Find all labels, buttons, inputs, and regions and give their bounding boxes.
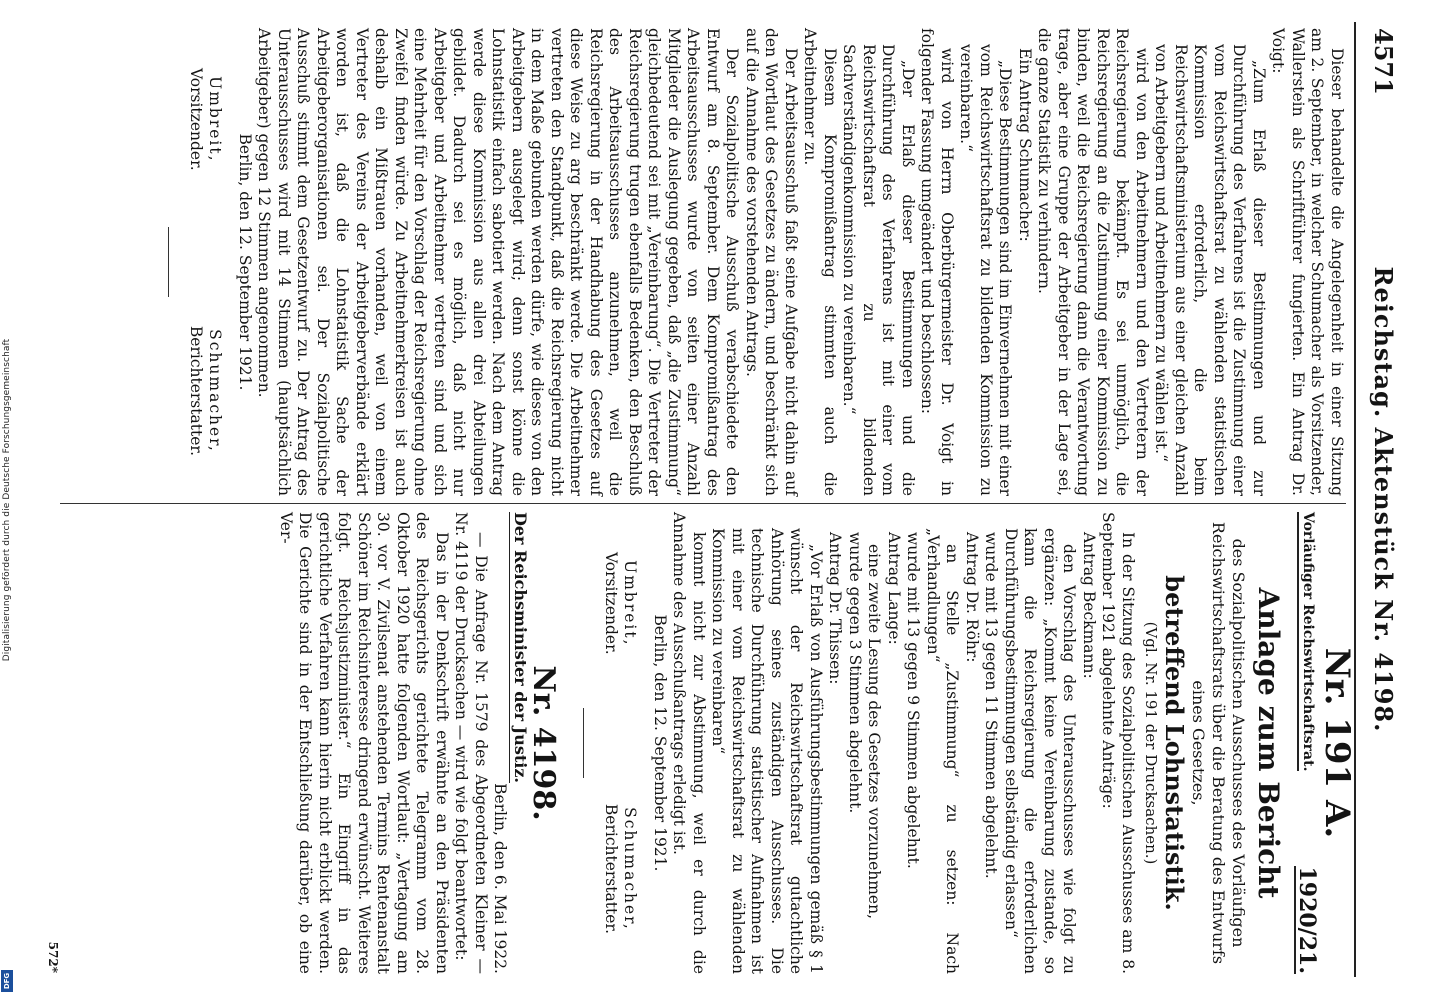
document-number: Nr. 191 A.: [1317, 647, 1357, 839]
document-number-2: Nr. 4198.: [526, 665, 562, 821]
quoted-motion: an Stelle „Zustimmung“ zu setzen: Nach „Verhandlungen“: [924, 528, 962, 974]
session-year: 1920/21.: [1294, 866, 1320, 974]
vote-result: wurde gegen 3 Stimmen abgelehnt.: [846, 532, 864, 814]
signature-rapporteur: Schumacher, Berichterstatter.: [187, 325, 225, 456]
motion-title: Antrag Dr. Röhr:: [963, 532, 981, 663]
paragraph: Dieser behandelte die Angelegenheit in einer Sitzung am 2. September, in welcher Schumacher als Vorsitzender, Wallerstein als Schriftführer fungierten. Ein Antrag Dr. Voigt:: [1269, 28, 1346, 496]
page-number: 4571: [1369, 28, 1398, 95]
paragraph: Ein Antrag Schumacher:: [1016, 48, 1034, 242]
date-line: Berlin, den 12. September 1921.: [236, 133, 254, 391]
paragraph: Der Arbeitsausschuß faßt seine Aufgabe nicht dahin auf den Wortlaut des Gesetzes zu ändern, und beschränkt sich auf die Annahme des vorstehenden Antrags.: [743, 28, 800, 496]
signature-chair: Umbreit, Vorsitzender.: [187, 68, 225, 171]
paragraph: Diesem Kompromißantrag stimmten auch die Arbeitnehmer zu.: [801, 28, 839, 496]
signature-chair: Umbreit, Vorsitzender.: [602, 552, 640, 655]
credit-strip: [0, 0, 14, 1000]
page-content: [40, 22, 1400, 977]
motion-title: Antrag Beckmann:: [1080, 532, 1098, 679]
date-line: Berlin, den 12. September 1921.: [651, 614, 669, 872]
column-divider: [60, 503, 1346, 504]
signatures: [186, 68, 225, 456]
date-line: Berlin, den 6. Mai 1922.: [491, 783, 510, 974]
running-title: Reichstag. Aktenstück Nr. 4198.: [1369, 266, 1398, 733]
separator-rule: [169, 227, 170, 297]
publisher-label: Vorläufiger Reichswirtschaftsrat.: [1297, 512, 1316, 771]
annex-title: Anlage zum Bericht: [1252, 587, 1285, 899]
paragraph: wird von den Arbeitnehmern und den Vertretern der Reichsregierung bekämpft. Es sei unmöglich, die Reichsregierung an die Zustimmung einer Kommission zu binden, weil die Reichsregierung dann die Verantwortung trage, aber eine Gruppe der Arbeitgeber in der Lage sei, die ganze Statistik zu verhindern.: [1035, 28, 1151, 496]
quoted-motion: „Diese Bestimmungen sind im Einvernehmen mit einer vom Reichswirtschaftsrat zu bildenden Kommission zu vereinbaren.“: [957, 44, 1015, 496]
signature-rapporteur: Schumacher, Berichterstatter.: [602, 803, 640, 934]
quoted-motion: „Vor Erlaß von Ausführungsbestimmungen gemäß § 1 wünscht der Reichswirtschaftsrat gutachtliche Anhörung seines zuständigen Ausschusses. Die technische Durchführung statistischer Aufnahmen ist mit einer vom Reichswirtschaftsrat zu wählenden Kommission zu vereinbaren“: [709, 528, 825, 974]
section-header: [1286, 512, 1357, 974]
paragraph: In der Sitzung des Sozialpolitischen Ausschusses am 8. September 1921 abgelehnte Anträge:: [1099, 512, 1137, 974]
quoted-motion: den Vorschlag des Unterausschusses wie folgt zu ergänzen: „Kommt keine Vereinbarung zustande, so kann die Reichsregierung die erforderlichen Durchführungsbestimmungen selbständig erlassen“: [1002, 528, 1079, 974]
vote-result: wurde mit 13 gegen 11 Stimmen abgelehnt.: [982, 532, 1001, 879]
motion-title: Antrag Lange:: [885, 532, 903, 645]
annex-subtitle: des Sozialpolitischen Ausschusses des Vorläufigen Reichswirtschaftsrats über die Beratung des Entwurfs eines Gesetzes,: [1189, 521, 1248, 965]
page-header: [1354, 22, 1400, 977]
scanned-page: [20, 22, 1400, 992]
right-column: [56, 512, 1357, 974]
paragraph: Der Sozialpolitische Ausschuß verabschiedete den Entwurf am 8. September. Dem Kompromißantrag des Arbeitsausschusses wurde von seiten einer Anzahl Mitglieder die Auslegung gegeben, daß „die Zustimmung“ gleichbedeutend sei mit „Vereinbarung“. Die Vertreter der Reichsregierung trugen ebenfalls Bedenken, den Beschluß des Arbeitsausschusses anzunehmen, weil die Reichsregierung in der Handhabung des Gesetzes auf diese Weise zu arg beschränkt werde. Die Arbeitnehmer vertreten den Standpunkt, daß die Reichsregierung nicht in dem Maße gebunden werden dürfe, wie dieses von den Arbeitgebern ausgelegt wird; denn sonst könne die Lohnstatistik einfach sabotiert werden. Nach dem Antrag werde diese Kommission aus allen drei Abteilungen gebildet. Dadurch sei es möglich, daß nicht nur Arbeitgeber und Arbeitnehmer vertreten sind und sich eine Mehrheit für den Vorschlag der Reichsregierung ohne Zweifel finden würde. Zu Arbeitnehmerkreisen ist auch deshalb ein Mißtrauen vorhanden, weil von einem Vertreter des Vereins der Arbeitgeberverbände erklärt worden ist, daß die Lohnstatistik Sache der Arbeitgeberorganisationen sei. Der Sozialpolitische Ausschuß stimmt dem Gesetzentwurf zu. Der Antrag des Unterausschusses wird mit 14 Stimmen (hauptsächlich Arbeitgeber) gegen 12 Stimmen angenommen.: [255, 28, 742, 496]
reference-note: (Vgl. Nr. 191 der Drucksachen.): [1142, 621, 1161, 865]
left-column: [56, 28, 1346, 496]
paragraph: Das in der Denkschrift erwähnte an den Präsidenten des Reichsgerichts gerichtete Telegramm vom 28. Oktober 1920 hatte folgenden Wortlaut: „Vertagung am 30. vor V. Zivilsenat anstehenden Termins Rentenanstalt Schöner im Reichsinteresse dringend erwünscht. Weiteres folgt. Reichsjustizminister.“ Ein Eingriff in das gerichtliche Verfahren kann hierin nicht erblickt werden. Die Gerichte sind in der Entschließung darüber, ob eine Ver-: [277, 512, 451, 974]
paragraph: — Die Anfrage Nr. 1579 des Abgeordneten Kleiner — Nr. 4119 der Drucksachen — wird wie folgt beantwortet:: [452, 512, 490, 974]
separator-rule: [584, 708, 585, 778]
annex-topic: betreffend Lohnstatistik.: [1160, 575, 1189, 911]
signatures: [601, 552, 640, 934]
quoted-motion: eine zweite Lesung des Gesetzes vorzunehmen,: [865, 544, 884, 920]
quoted-motion: „Der Erlaß dieser Bestimmungen und die Durchführung des Verfahrens ist mit einer vom Reichswirtschaftsrat zu bildenden Sachverständigenkommission zu vereinbaren.“: [840, 44, 917, 496]
credit-text: Digitalisierung gefördert durch die Deutsche Forschungsgemeinschaft: [2, 338, 12, 662]
quoted-motion: „Zum Erlaß dieser Bestimmungen und zur Durchführung des Verfahrens ist die Zustimmung einer vom Reichswirtschaftsrat zu wählenden statistischen Kommission erforderlich, die beim Reichswirtschaftsministerium aus einer gleichen Anzahl von Arbeitgebern und Arbeitnehmern zu wählen ist.“: [1152, 44, 1268, 496]
page-footer-mark: 572*: [46, 941, 60, 973]
dfg-logo: DFG: [1, 970, 13, 992]
vote-result: wurde mit 13 gegen 9 Stimmen abgelehnt.: [904, 532, 923, 869]
paragraph: wird von Herrn Oberbürgermeister Dr. Voigt in folgender Fassung umgeändert und beschlossen:: [918, 28, 956, 496]
motion-title: Antrag Dr. Thissen:: [826, 532, 845, 685]
ministry-heading: Der Reichsminister der Justiz.: [511, 512, 530, 783]
vote-result: kommt nicht zur Abstimmung, weil er durch die Annahme des Ausschußantrags erledigt ist.: [670, 512, 708, 974]
